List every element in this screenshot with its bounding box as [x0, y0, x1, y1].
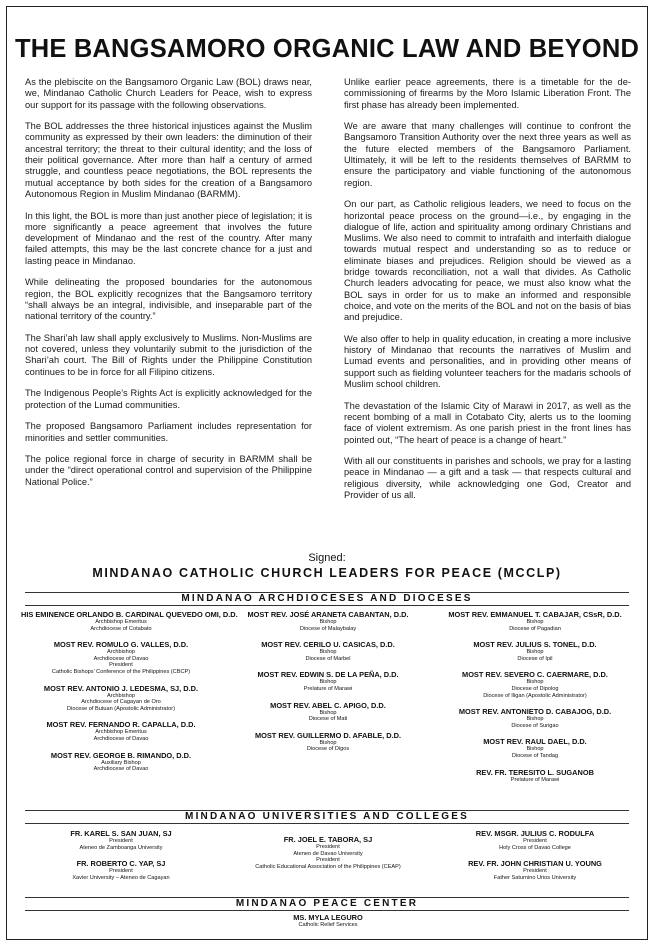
left-column [25, 77, 312, 498]
signatory [228, 913, 428, 929]
signatory-title: Bishop [526, 679, 544, 686]
signatory [228, 701, 428, 723]
section-heading-universities: MINDANAO UNIVERSITIES AND COLLEGES [185, 811, 469, 822]
paragraph: The Shari’ah law shall apply exclusively to Muslims. Non-Muslims are not covered, unless they voluntarily submit to the jurisdiction of the Shari’ah court. The Bill of Rights under the Philippine Constitution continues to be in force for all Filipino citizens. [25, 332, 312, 377]
signatory-title: Catholic Bishops’ Conference of the Philippines (CBCP) [51, 668, 191, 675]
signatory-title: Archbishop Emeritus [95, 729, 147, 736]
signatory-name: MS. MYLA LEGURO [293, 913, 363, 922]
signatory [228, 731, 428, 753]
signatory-name: MOST REV. RAUL DAEL, D.D. [483, 737, 587, 747]
signatory-title: President [109, 838, 133, 844]
signatory-title: Diocese of Ipil [517, 655, 553, 662]
signatory-title: Archdiocese of Cagayan de Oro [81, 699, 161, 706]
signed-label: Signed: [308, 552, 346, 564]
signatory-title: Archbishop Emeritus [95, 619, 147, 625]
signatory [435, 610, 635, 632]
paragraph: The proposed Bangsamoro Parliament includes representation for minorities and settler communities. [25, 421, 312, 443]
signatory-name: MOST REV. EMMANUEL T. CABAJAR, CSsR, D.D. [448, 610, 622, 619]
signatory-title: Archdiocese of Davao [93, 655, 149, 662]
signatory-name: MOST REV. GEORGE B. RIMANDO, D.D. [50, 750, 192, 760]
paragraph: The devastation of the Islamic City of Marawi in 2017, as well as the recent bombing of a mall in Cotabato City, alerts us to the looming face of violent extremism. As one parish priest in the front lines has pointed out, “The heart of peace is a change of heart.” [344, 400, 631, 445]
signatory [435, 859, 635, 881]
signatory-name: FR. JOEL E. TABORA, SJ [283, 835, 373, 844]
signatory [21, 859, 221, 881]
signatory-title: Diocese of Marbel [305, 655, 351, 662]
signatory-title: Bishop [526, 746, 544, 753]
paragraph: On our part, as Catholic religious leaders, we need to focus on the horizontal peace process on the ground—i.e., by engaging in the dialogue of life, action and spirituality among ordinary Christians and Muslims. We also need to commit to intrafaith and interfaith dialogue towards mutual respect and understanding so as to reduce or eliminate biases and prejudices. Religion should be viewed as a bridge towards reconciliation, not a wall that divides. As Catholic Church leaders advocating for peace, we must also know what the BOL says in order for us to make an informed and responsible choice, and vote on the merits of the BOL and not on the basis of bias and prejudice. [344, 199, 632, 323]
signatory-title: Bishop [526, 649, 544, 656]
signatory-title: Archdiocese of Davao [93, 735, 149, 742]
newspaper-ad [6, 6, 648, 940]
divider [25, 605, 629, 606]
signatory-column [228, 610, 428, 761]
signatory-name: FR. KAREL S. SAN JUAN, SJ [70, 829, 172, 838]
signatory-name: MOST REV. ANTONIETO D. CABAJOG, D.D. [458, 707, 612, 717]
signatory-name: REV. FR. TERESITO L. SUGANOB [476, 767, 594, 777]
signatory-title: Diocese of Surigao [511, 722, 559, 729]
signatory-title: President [109, 662, 133, 669]
signatory-title: Diocese of Digos [306, 746, 350, 753]
signatory [228, 670, 428, 692]
signatory-title: Bishop [319, 619, 337, 625]
paragraph: The BOL addresses the three historical injustices against the Muslim community as expressed by their own leaders: the diminution of their ancestral territory; the threat to their cultural identity; and the loss of their political governance. After more than half a century of armed struggle, and countless peace negotiations, the BOL represents the mutual acceptance by both sides for the creation of a Bangsamoro Autonomous Region in Muslim Mindanao (BARMM). [25, 121, 312, 199]
signatory-name: MOST REV. GUILLERMO D. AFABLE, D.D. [254, 730, 402, 740]
paragraph: We also offer to help in quality education, in creating a more inclusive history of Mindanao that recounts the narratives of Muslim and Lumad events and personalities, and in providing other means of support such as fielding volunteer teachers for the madaris schools of Muslim school children. [344, 333, 631, 390]
signatory [21, 684, 221, 713]
signatory [435, 829, 635, 851]
section-heading-peace-center: MINDANAO PEACE CENTER [235, 898, 419, 909]
signatory-name: HIS EMINENCE ORLANDO B. CARDINAL QUEVEDO OMI, D.D. [21, 610, 238, 619]
signatory-column [435, 829, 635, 889]
signatory-column [228, 835, 428, 878]
paragraph: As the plebiscite on the Bangsamoro Organic Law (BOL) draws near, we, Mindanao Catholic Church Leaders for Peace, wish to express our support for its passage with the following observations. [25, 77, 312, 110]
signatory-title: President [109, 868, 133, 875]
signatory-name: MOST REV. FERNANDO R. CAPALLA, D.D. [46, 720, 196, 730]
paragraph: Unlike earlier peace agreements, there is a timetable for the de-commissioning of firearms by the Moro Islamic Liberation Front. The first phase has already been implemented. [344, 77, 631, 110]
signatory-title: Diocese of Butuan (Apostolic Administrator) [67, 705, 175, 712]
signatory [435, 670, 635, 699]
signatory-title: Diocese of Pagadian [509, 625, 561, 632]
signatory-title: President [316, 844, 340, 850]
signatory-name: MOST REV. ABEL C. APIGO, D.D. [270, 700, 386, 710]
signatory [21, 610, 238, 632]
signatory-name: MOST REV. EDWIN S. DE LA PEÑA, D.D. [257, 670, 399, 680]
signatory-title: President [523, 868, 547, 875]
signatory-column [228, 913, 428, 937]
signatory-title: Catholic Educational Association of the Philippines (CEAP) [255, 863, 401, 870]
signatory-title: Catholic Relief Services [298, 922, 358, 928]
paragraph: We are aware that many challenges will continue to confront the Bangsamoro Transition Authority over the next three years as well as the future elected members of the Bangsamoro Parliament. Ultimately, it will be left to the residents themselves of BARMM to ensure the participatory and viable functioning of the autonomous region. [344, 121, 631, 188]
signatory-title: Bishop [526, 716, 544, 723]
signatory-title: Xavier University – Ateneo de Cagayan [72, 874, 170, 881]
paragraph: The Indigenous People’s Rights Act is explicitly acknowledged for the protection of the Lumad communities. [25, 388, 312, 410]
signatory-title: Bishop [319, 679, 337, 686]
signatory [21, 640, 221, 675]
signatory-title: Bishop [319, 739, 337, 746]
signatory-title: Diocese of Malaybalay [299, 625, 357, 632]
signatory-title: Bishop [319, 709, 337, 716]
signatory-title: Archbishop [107, 692, 135, 699]
signatory-title: Father Saturnino Urios University [493, 874, 577, 881]
signatory-title: Diocese of Mati [308, 716, 348, 723]
section-heading-dioceses: MINDANAO ARCHDIOCESES AND DIOCESES [181, 593, 473, 604]
signatory-name: MOST REV. JOSÉ ARANETA CABANTAN, D.D. [247, 610, 409, 619]
organization-name: MINDANAO CATHOLIC CHURCH LEADERS FOR PEACE (MCCLP) [92, 566, 562, 580]
signatory [228, 835, 428, 870]
signatory-name: MOST REV. ANTONIO J. LEDESMA, SJ, D.D. [43, 683, 199, 693]
page-title: THE BANGSAMORO ORGANIC LAW AND BEYOND [14, 35, 640, 63]
signatory [21, 720, 221, 742]
right-column [344, 77, 631, 512]
signatory-name: MOST REV. SEVERO C. CAERMARE, D.D. [462, 670, 608, 680]
paragraph: The police regional force in charge of security in BARMM shall be under the “direct operational control and supervision of the Philippine National Police.” [25, 454, 312, 487]
signatory-title: Ateneo de Zamboanga University [79, 844, 163, 851]
signatory [435, 768, 635, 784]
signatory-name: REV. MSGR. JULIUS C. RODULFA [475, 829, 595, 838]
signatory-title: President [523, 838, 547, 844]
signatory-title: Diocese of Tandag [511, 752, 559, 759]
signatory [435, 640, 635, 662]
signatory-title: Bishop [319, 649, 337, 656]
signatory-title: Prelature of Marawi [510, 776, 560, 783]
signatory [228, 610, 428, 632]
signatory-title: Holy Cross of Davao College [499, 844, 571, 851]
signatory [21, 751, 221, 773]
divider [25, 910, 629, 911]
signatory-name: REV. FR. JOHN CHRISTIAN U. YOUNG [468, 859, 602, 869]
signatory-title: Archdiocese of Cotabato [90, 625, 152, 632]
signatory [435, 737, 635, 759]
signatory-column [21, 829, 221, 889]
signatory [228, 640, 428, 662]
signatory-title: Diocese of Dipolog [511, 685, 559, 692]
signatory-name: MOST REV. ROMULO G. VALLES, D.D. [53, 640, 189, 650]
signatory-title: Bishop [526, 619, 544, 625]
signatory-title: Archbishop [107, 649, 135, 656]
signatory-column [21, 610, 238, 781]
signatory-name: MOST REV. CERILO U. CASICAS, D.D. [261, 640, 395, 650]
divider [25, 823, 629, 824]
paragraph: In this light, the BOL is more than just another piece of legislation; it is more significantly a peace agreement that involves the future development of Mindanao and the rest of the country. After many failed attempts, this may be the last concrete chance for a just and lasting peace in Mindanao. [25, 210, 312, 266]
signatory-title: Ateneo de Davao University [293, 850, 363, 857]
signatory-title: Diocese of Iligan (Apostolic Administrator) [483, 692, 587, 699]
paragraph: While delineating the proposed boundaries for the autonomous region, the BOL explicitly recognizes that the Bangsamoro territory “shall always be an integral, indivisible, and inseparable part of the national territory of the country.” [25, 277, 312, 322]
paragraph: With all our constituents in parishes and schools, we pray for a lasting peace in Mindanao — a gift and a task — that respects cultural and religious diversity, while acknowledging one God, Creator and Provider of us all. [344, 456, 631, 500]
signatory [435, 707, 635, 729]
signatory-title: Auxiliary Bishop [101, 759, 141, 766]
signatory-column [435, 610, 635, 791]
signatory-name: MOST REV. JULIUS S. TONEL, D.D. [473, 640, 597, 650]
signatory-title: Archdiocese of Davao [93, 766, 149, 773]
signatory [21, 829, 221, 851]
signatory-title: President [316, 857, 340, 864]
signatory-name: FR. ROBERTO C. YAP, SJ [76, 859, 166, 869]
signatory-title: Prelature of Marawi [303, 685, 353, 692]
